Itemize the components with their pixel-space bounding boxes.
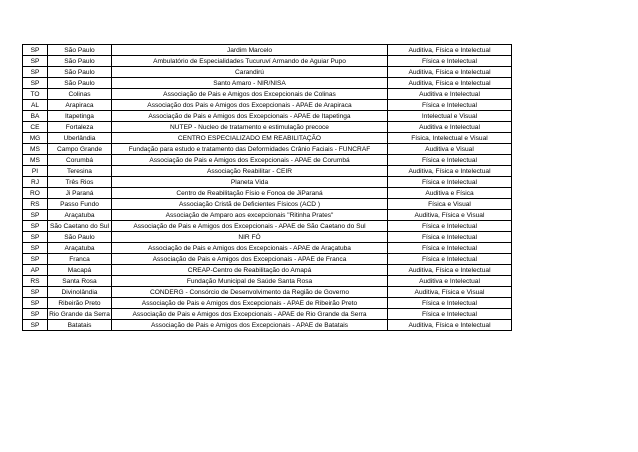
modality-cell[interactable]: Auditiva, Física e Visual: [388, 210, 512, 221]
city-cell[interactable]: Itapetinga: [48, 111, 112, 122]
state-cell[interactable]: RJ: [23, 177, 48, 188]
table-row: [23, 144, 512, 155]
state-cell[interactable]: MS: [23, 155, 48, 166]
institution-cell[interactable]: Associação Cristã de Deficientes Físicos (ACD ): [112, 199, 388, 210]
city-cell[interactable]: São Paulo: [48, 67, 112, 78]
modality-cell[interactable]: Auditiva, Física e Intelectual: [388, 45, 512, 56]
table-row: [23, 111, 512, 122]
table-row: [23, 155, 512, 166]
city-cell[interactable]: Araçatuba: [48, 243, 112, 254]
modality-cell[interactable]: Física e Intelectual: [388, 243, 512, 254]
table-row: [23, 232, 512, 243]
table-row: [23, 166, 512, 177]
table-row: [23, 122, 512, 133]
state-cell[interactable]: SP: [23, 320, 48, 331]
institution-cell[interactable]: Planeta Vida: [112, 177, 388, 188]
table-row: [23, 133, 512, 144]
modality-cell[interactable]: Auditiva, Física e Intelectual: [388, 166, 512, 177]
table-row: [23, 89, 512, 100]
modality-cell[interactable]: Física e Intelectual: [388, 309, 512, 320]
institution-cell[interactable]: Fundação para estudo e tratamento das Deformidades Crânio Faciais - FUNCRAF: [112, 144, 388, 155]
table-body: [23, 45, 512, 331]
state-cell[interactable]: SP: [23, 210, 48, 221]
modality-cell[interactable]: Física e Intelectual: [388, 232, 512, 243]
institution-cell[interactable]: Associação de Pais e Amigos dos Excepcionais - APAE de Ribeirão Preto: [112, 298, 388, 309]
modality-cell[interactable]: Auditiva, Física e Intelectual: [388, 67, 512, 78]
modality-cell[interactable]: Física e Intelectual: [388, 254, 512, 265]
table-row: [23, 56, 512, 67]
city-cell[interactable]: Macapá: [48, 265, 112, 276]
institution-cell[interactable]: CREAP-Centro de Reabilitação do Amapá: [112, 265, 388, 276]
institution-cell[interactable]: Ambulatório de Especialidades Tucuruví Armando de Aguiar Pupo: [112, 56, 388, 67]
table-row: [23, 287, 512, 298]
state-cell[interactable]: SP: [23, 298, 48, 309]
state-cell[interactable]: AL: [23, 100, 48, 111]
modality-cell[interactable]: Física e Intelectual: [388, 221, 512, 232]
city-cell[interactable]: Ji Paraná: [48, 188, 112, 199]
city-cell[interactable]: Santa Rosa: [48, 276, 112, 287]
table-row: [23, 309, 512, 320]
state-cell[interactable]: SP: [23, 309, 48, 320]
state-cell[interactable]: PI: [23, 166, 48, 177]
state-cell[interactable]: RS: [23, 276, 48, 287]
table-row: [23, 276, 512, 287]
table-row: [23, 177, 512, 188]
institution-cell[interactable]: Associação de Amparo aos excepcionais "Ritinha Prates": [112, 210, 388, 221]
institution-cell[interactable]: Fundação Municipal de Saúde Santa Rosa: [112, 276, 388, 287]
modality-cell[interactable]: Intelectual e Visual: [388, 111, 512, 122]
institution-cell[interactable]: CONDERG - Consórcio de Desenvolvimento da Região de Governo: [112, 287, 388, 298]
modality-cell[interactable]: Auditiva e Visual: [388, 144, 512, 155]
city-cell[interactable]: Rio Grande da Serra: [49, 310, 110, 318]
city-cell[interactable]: São Paulo: [48, 78, 112, 89]
institution-cell[interactable]: Jardim Marcelo: [112, 45, 388, 56]
state-cell[interactable]: SP: [23, 221, 48, 232]
city-cell[interactable]: Franca: [48, 254, 112, 265]
institution-cell[interactable]: Associação Reabilitar - CEIR: [112, 166, 388, 177]
state-cell[interactable]: TO: [23, 89, 48, 100]
institution-cell[interactable]: Associação de Pais e Amigos dos Excepcionais - APAE de Itapetinga: [112, 111, 388, 122]
table-row: [23, 254, 512, 265]
institution-cell[interactable]: Associação de Pais e Amigos dos Excepcionais - APAE de São Caetano do Sul: [112, 221, 388, 232]
modality-cell[interactable]: Auditiva e Intelectual: [388, 276, 512, 287]
city-cell[interactable]: Teresina: [48, 166, 112, 177]
state-cell[interactable]: SP: [23, 243, 48, 254]
institution-cell[interactable]: CENTRO ESPECIALIZADO EM REABILITAÇÃO: [112, 133, 388, 144]
city-cell[interactable]: Colinas: [48, 89, 112, 100]
institution-cell[interactable]: NIR FÓ: [112, 232, 388, 243]
modality-cell[interactable]: Auditiva e Intelectual: [388, 122, 512, 133]
city-cell[interactable]: Ribeirão Preto: [48, 298, 112, 309]
institution-cell[interactable]: Associação de Pais e Amigos dos Excepcionais - APAE de Corumbá: [112, 155, 388, 166]
modality-cell[interactable]: Física e Intelectual: [388, 177, 512, 188]
institution-cell[interactable]: Associação de Pais e Amigos dos Excepcionais - APAE de Rio Grande da Serra: [112, 309, 388, 320]
modality-cell[interactable]: Física e Intelectual: [388, 100, 512, 111]
table-row: [23, 265, 512, 276]
table-row: [23, 210, 512, 221]
state-cell[interactable]: SP: [23, 56, 48, 67]
table-row: [23, 320, 512, 331]
state-cell[interactable]: BA: [23, 111, 48, 122]
city-cell[interactable]: Arapiraca: [48, 100, 112, 111]
table-row: [23, 199, 512, 210]
state-cell[interactable]: MG: [23, 133, 48, 144]
city-cell[interactable]: Passo Fundo: [48, 199, 112, 210]
institution-cell[interactable]: Carandirú: [112, 67, 388, 78]
table-row: [23, 100, 512, 111]
institution-cell[interactable]: Associação dos Pais e Amigos dos Excepcionais - APAE de Arapiraca: [112, 100, 388, 111]
city-cell[interactable]: Fortaleza: [48, 122, 112, 133]
table-row: [23, 243, 512, 254]
state-cell[interactable]: RO: [23, 188, 48, 199]
modality-cell[interactable]: Auditiva e Física: [388, 188, 512, 199]
city-cell[interactable]: Campo Grande: [48, 144, 112, 155]
institution-cell[interactable]: Associação de Pais e Amigos dos Excepcionais - APAE de Araçatuba: [112, 243, 388, 254]
institution-cell[interactable]: Associação de Pais e Amigos dos Excepcionais - APAE de Batatais: [112, 320, 388, 331]
state-cell[interactable]: SP: [23, 67, 48, 78]
state-cell[interactable]: AP: [23, 265, 48, 276]
city-cell[interactable]: Batatais: [48, 320, 112, 331]
institution-cell[interactable]: NUTEP - Nucleo de tratamento e estimulação precoce: [112, 122, 388, 133]
state-cell[interactable]: CE: [23, 122, 48, 133]
modality-cell[interactable]: Física e Intelectual: [388, 155, 512, 166]
city-cell[interactable]: Três Rios: [48, 177, 112, 188]
city-cell[interactable]: São Paulo: [48, 45, 112, 56]
institution-cell[interactable]: Centro de Reabilitação Físio e Fonoa de JiParaná: [112, 188, 388, 199]
state-cell[interactable]: SP: [23, 254, 48, 265]
modality-cell[interactable]: Auditiva, Física e Intelectual: [388, 320, 512, 331]
institution-cell[interactable]: Associação de Pais e Amigos dos Excepcionais - APAE de Franca: [112, 254, 388, 265]
rehabilitation-centers-table: [22, 44, 512, 331]
state-cell[interactable]: SP: [23, 232, 48, 243]
modality-cell[interactable]: Física, Intelectual e Visual: [388, 133, 512, 144]
institution-cell[interactable]: Associação de Pais e Amigos dos Excepcionais de Colinas: [112, 89, 388, 100]
city-cell[interactable]: São Caetano do Sul: [48, 221, 112, 232]
city-cell[interactable]: São Paulo: [48, 232, 112, 243]
modality-cell[interactable]: Auditiva, Física e Intelectual: [388, 265, 512, 276]
state-cell[interactable]: RS: [23, 199, 48, 210]
modality-cell[interactable]: Auditiva e Intelectual: [388, 89, 512, 100]
table-row: [23, 298, 512, 309]
table-row: [23, 45, 512, 56]
state-cell[interactable]: SP: [23, 45, 48, 56]
city-cell[interactable]: São Paulo: [48, 56, 112, 67]
city-cell[interactable]: Araçatuba: [48, 210, 112, 221]
table-row: [23, 67, 512, 78]
city-cell[interactable]: Corumbá: [48, 155, 112, 166]
modality-cell[interactable]: Física e Visual: [388, 199, 512, 210]
institution-cell[interactable]: Santo Amaro - NIR/NISA: [112, 78, 388, 89]
table-row: [23, 188, 512, 199]
state-cell[interactable]: SP: [23, 78, 48, 89]
spreadsheet: [22, 44, 512, 331]
state-cell[interactable]: SP: [23, 287, 48, 298]
modality-cell[interactable]: Física e Intelectual: [388, 298, 512, 309]
modality-cell[interactable]: Auditiva, Física e Visual: [388, 287, 512, 298]
table-row: [23, 78, 512, 89]
city-cell[interactable]: Uberlândia: [48, 133, 112, 144]
modality-cell[interactable]: Auditiva, Física e Intelectual: [388, 78, 512, 89]
modality-cell[interactable]: Física e Intelectual: [388, 56, 512, 67]
state-cell[interactable]: MS: [23, 144, 48, 155]
table-row: [23, 221, 512, 232]
city-cell[interactable]: Divinolândia: [48, 287, 112, 298]
